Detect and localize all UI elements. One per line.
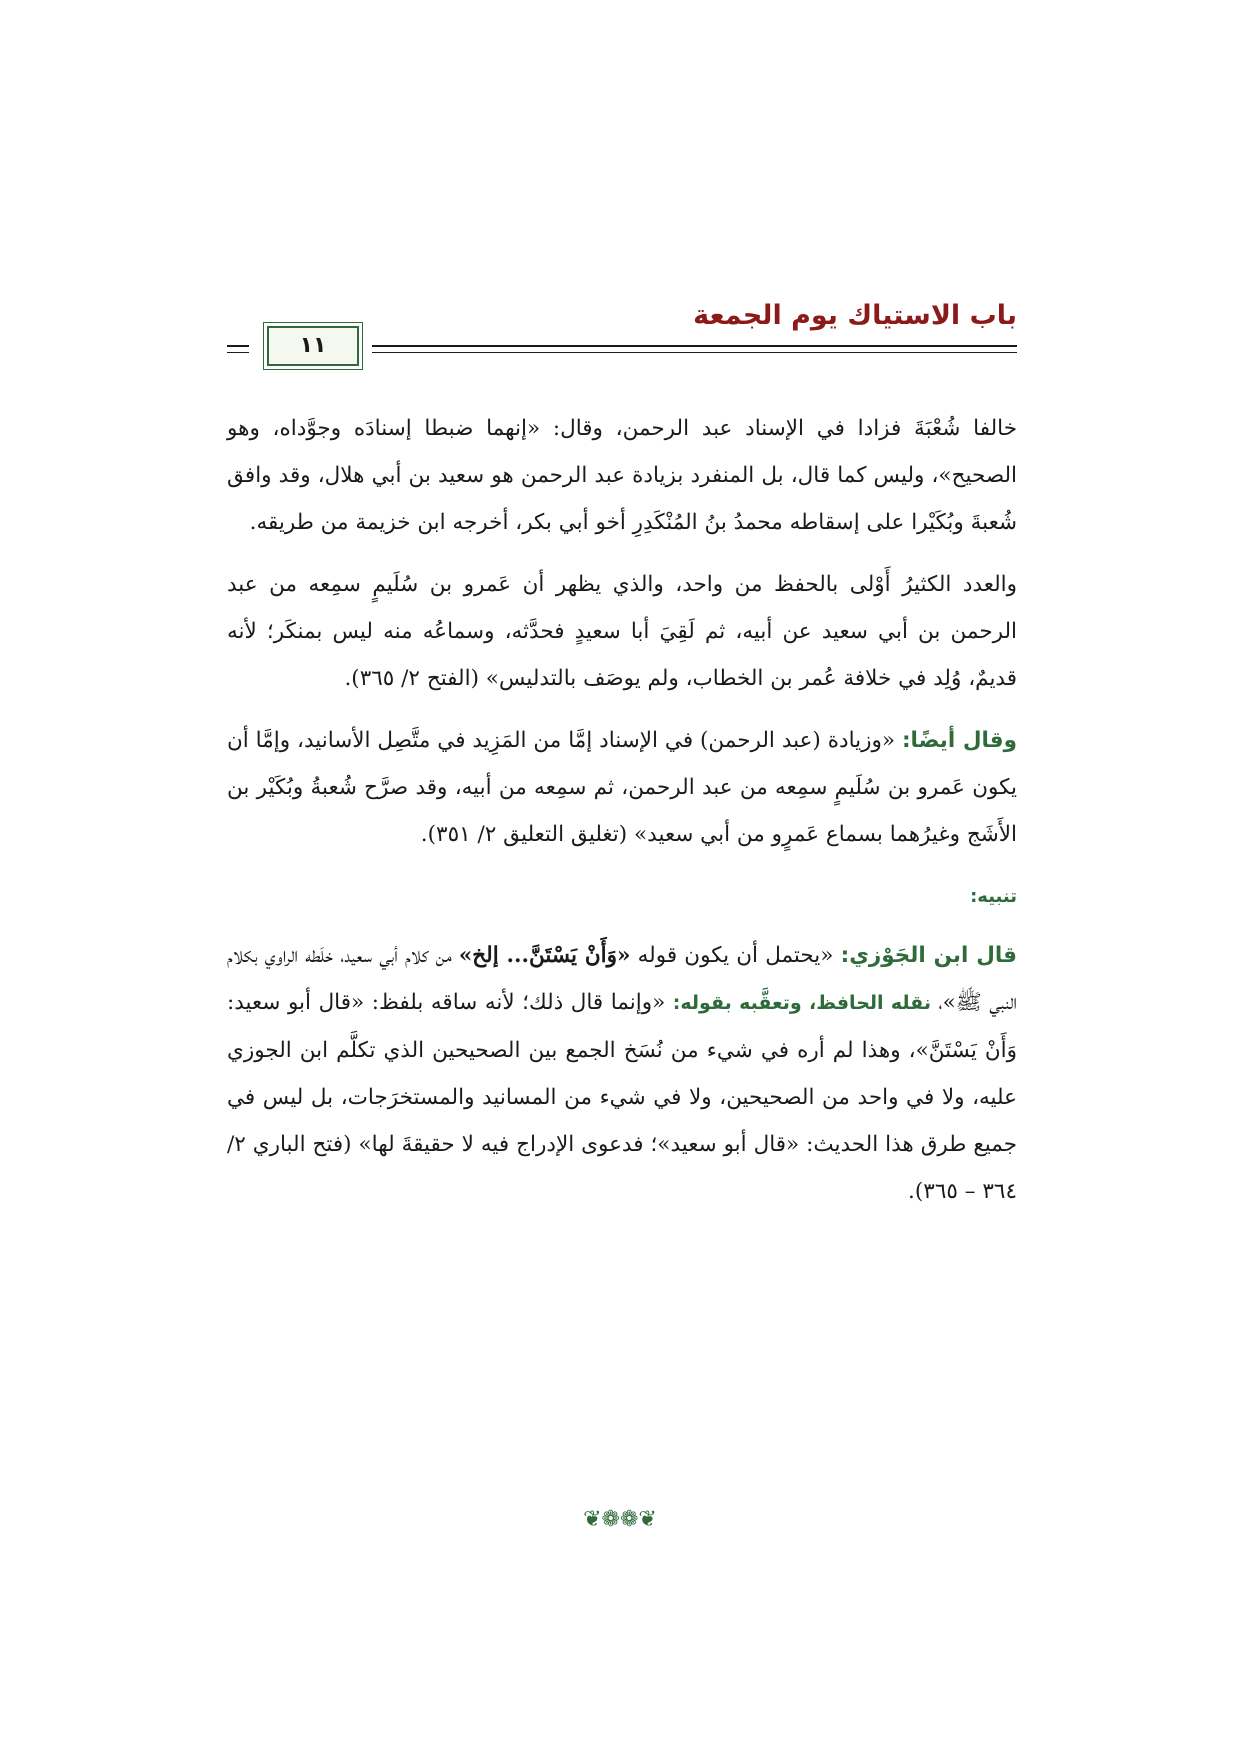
paragraph-3-text: «وزيادة (عبد الرحمن) في الإسناد إمَّا من المَزِيد في متَّصِل الأسانيد، وإمَّا أن يكون عَمرو بن سُلَيمٍ سمِعه من عبد الرحمن، ثم سمِعه من أبيه، وقد صرَّح شُعبةُ وبُكَيْر بن الأَشَج وغيرُهما بسماع عَمرٍو من أبي سعيد» (تغليق التعليق ٢/ ٣٥١). [227, 728, 1017, 847]
header-rule-left-thin [227, 352, 249, 353]
paragraph-4-quote: «وَأَنْ يَسْتَنَّ... إلخ» [458, 943, 631, 968]
page-body [227, 405, 1017, 1230]
paragraph-3-lead: وقال أيضًا: [901, 728, 1017, 753]
paragraph-1: خالفا شُعْبَةَ فزادا في الإسناد عبد الرحمن، وقال: «إنهما ضبطا إسنادَه وجوَّداه، وهو الصحيح»، وليس كما قال، بل المنفرد بزيادة عبد الرحمن هو سعيد بن أبي هلال، وقد وافق شُعبةَ وبُكَيْرا على إسقاطه محمدُ بنُ المُنْكَدِرِ أخو أبي بكر، أخرجه ابن خزيمة من طريقه. [227, 416, 1017, 535]
header-rule-thin [372, 352, 1017, 353]
paragraph-4-text-b: من كلام أبي سعيد، خلَطه الراوي بكلام النبي ﷺ»، [227, 943, 1018, 1015]
paragraph-4-text-c: «وإنما قال ذلك؛ لأنه ساقه بلفظ: «قال أبو سعيد: وَأَنْ يَسْتَنَّ»، وهذا لم أره في شيء من نُسَخ الجمع بين الصحيحين الذي تكلَّم ابن الجوزي عليه، ولا في واحد من الصحيحين، ولا في شيء من المسانيد والمستخرَجات، بل ليس في جميع طرق هذا الحديث: «قال أبو سعيد»؛ فدعوى الإدراج فيه لا حقيقةَ لها» (فتح الباري ٢/ ٣٦٤ – ٣٦٥). [227, 990, 1017, 1204]
paragraph-3 [227, 717, 1017, 858]
page-number-badge [267, 326, 359, 366]
chapter-title: باب الاستياك يوم الجمعة [693, 300, 1017, 331]
note-heading: تنبيه: [970, 886, 1017, 907]
paragraph-4-lead: قال ابن الجَوْزي: [840, 943, 1018, 968]
page-header [227, 300, 1017, 380]
paragraph-4 [227, 932, 1017, 1215]
paragraph-2: والعدد الكثيرُ أَوْلى بالحفظ من واحد، والذي يظهر أن عَمرو بن سُلَيمٍ سمِعه من عبد الرحمن بن أبي سعيد عن أبيه، ثم لَقِيَ أبا سعيدٍ فحدَّثه، وسماعُه منه ليس بمنكَر؛ لأنه قديمٌ، وُلِد في خلافة عُمر بن الخطاب، ولم يوصَف بالتدليس» (الفتح ٢/ ٣٦٥). [227, 572, 1017, 691]
paragraph-4-green: نقله الحافظ، وتعقَّبه بقوله: [672, 992, 931, 1014]
paragraph-4-text-a: «يحتمل أن يكون قوله [630, 943, 841, 968]
header-rule-left [227, 345, 249, 347]
page-number: ١١ [299, 333, 327, 358]
end-ornament-icon: ❦❁❁❦ [583, 1507, 657, 1532]
header-rule [372, 345, 1017, 347]
